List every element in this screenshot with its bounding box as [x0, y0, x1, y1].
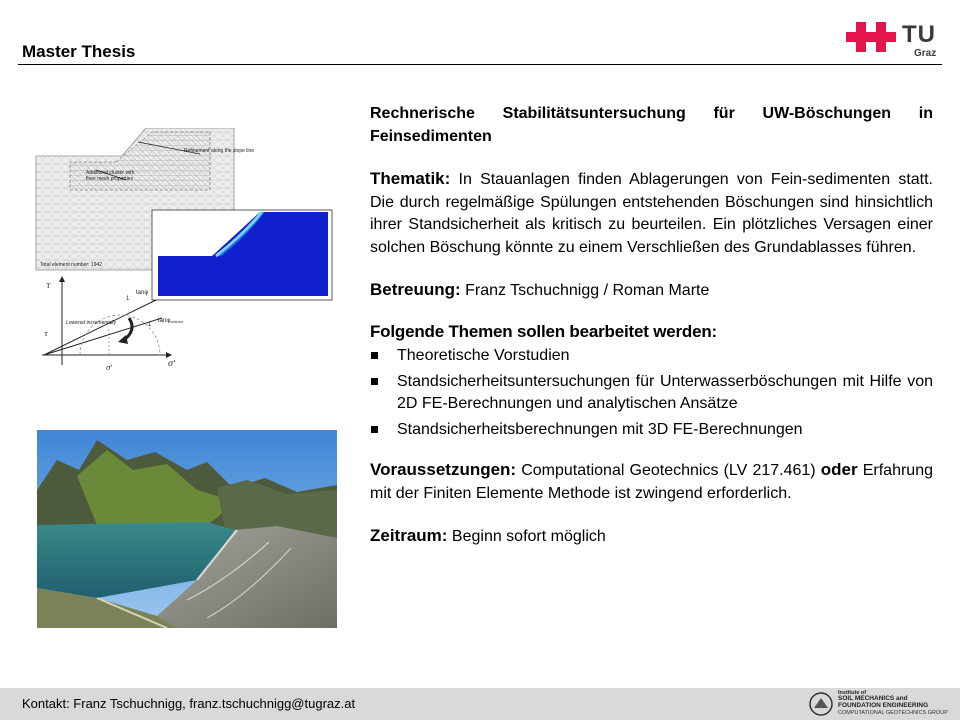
zeitraum-paragraph	[370, 525, 933, 549]
cluster-label: Additional cluster with	[86, 170, 135, 176]
institute-line-1: Institute of	[838, 690, 867, 696]
lowered-label: Lowered incrementally	[66, 320, 117, 326]
list-item: Standsicherheitsberechnungen mit 3D FE-Berechnungen	[370, 419, 933, 442]
bullet-icon	[371, 352, 378, 359]
thematik-text: In Stauanlagen finden Ablagerungen von Fein-sedimenten statt. Die durch regelmäßige Spülungen entstehenden Böschungen sind hinsichtlich ihrer Standsicherheit als kritisch zu beurteilen. Ein plötzliches Versagen einer solchen Böschung könnte zu einem Verschließen des Grundablasses führen.	[370, 171, 933, 256]
bullet-icon	[371, 426, 378, 433]
graz-logo-text: Graz	[914, 48, 937, 59]
voraussetzungen-paragraph: Voraussetzungen: Computational Geotechnics (LV 217.461) oder Erfahrung mit der Finiten Elemente Methode ist zwingend erforderlich.	[370, 460, 933, 502]
sigma-value-label: σ'	[106, 364, 113, 372]
element-count-label: Total element number: 1942	[40, 262, 102, 268]
tau-value-label: τ	[44, 330, 48, 338]
thematik-paragraph	[370, 168, 933, 259]
fe-result-plot	[152, 210, 332, 300]
tanphi-reduced-label: tanφreduced	[158, 318, 183, 324]
sigma-axis-label: σ'	[168, 359, 176, 368]
zeitraum-label: Zeitraum:	[370, 526, 448, 545]
betreuung-label: Betreuung:	[370, 280, 461, 299]
footer-bar	[0, 688, 960, 720]
tanphi-label: tanφ	[136, 290, 149, 296]
betreuung-text: Franz Tschuchnigg / Roman Marte	[460, 282, 710, 299]
institute-line-2: SOIL MECHANICS and	[838, 695, 908, 702]
institute-logo	[808, 690, 948, 718]
fe-analysis-figure	[34, 128, 338, 374]
contact-info: Kontakt: Franz Tschuchnigg, franz.tschuchnigg@tugraz.at	[22, 696, 356, 711]
refinement-label: Refinement along the slope line	[184, 148, 255, 154]
header-divider	[18, 64, 942, 65]
institute-emblem-icon	[808, 690, 834, 718]
list-item: Standsicherheitsuntersuchungen für Unterwasserböschungen mit Hilfe von 2D FE-Berechnungen und analytischen Ansätze	[370, 371, 933, 416]
tu-logo-text: TU	[902, 21, 936, 48]
themen-heading: Folgende Themen sollen bearbeitet werden:	[370, 321, 717, 341]
themen-list	[370, 345, 933, 441]
institute-line-3: FOUNDATION ENGINEERING	[838, 702, 929, 709]
dam-reservoir-photo	[37, 430, 337, 628]
zeitraum-text: Beginn sofort möglich	[447, 528, 606, 545]
thesis-title: Rechnerische Stabilitätsuntersuchung für UW-Böschungen in Feinsedimenten	[370, 105, 933, 145]
list-item: Theoretische Vorstudien	[370, 345, 933, 368]
bullet-icon	[371, 378, 378, 385]
voraussetzungen-label: Voraussetzungen:	[370, 460, 517, 479]
betreuung-paragraph	[370, 279, 933, 303]
one-label-b: 1	[148, 322, 152, 328]
institute-line-4: COMPUTATIONAL GEOTECHNICS GROUP	[838, 710, 948, 716]
tau-axis-label: τ	[46, 281, 51, 290]
thematik-label: Thematik:	[370, 169, 451, 188]
tu-graz-logo	[846, 22, 942, 62]
oder-word: oder	[820, 460, 858, 479]
page-title: Master Thesis	[22, 42, 136, 61]
main-content	[370, 103, 933, 549]
one-label-a: 1	[126, 296, 130, 302]
cluster-label-2: finer mesh properties	[86, 176, 133, 182]
